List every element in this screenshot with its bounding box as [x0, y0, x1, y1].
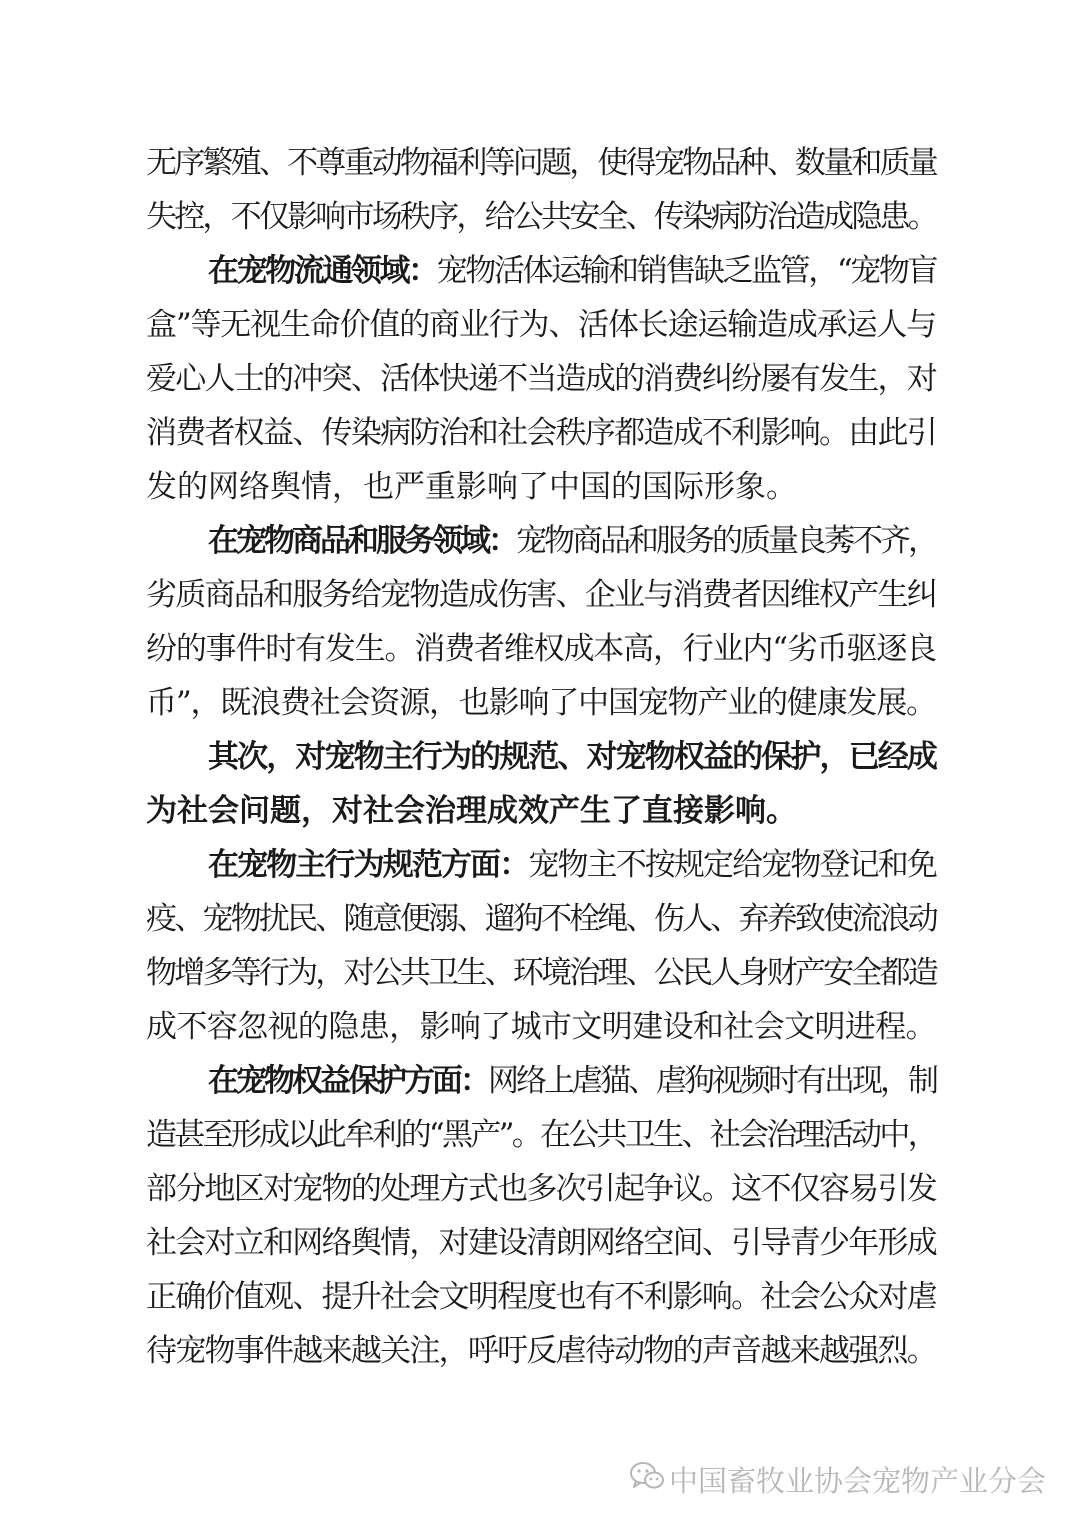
text-line [146, 892, 946, 946]
line-text: 待宠物事件越来越关注，呼吁反虐待动物的声音越来越强烈。 [146, 1333, 936, 1369]
text-line [146, 352, 946, 406]
line-text: 社会对立和网络舆情，对建设清朗网络空间、引导青少年形成 [146, 1225, 936, 1261]
line-text: 失控，不仅影响市场秩序，给公共安全、传染病防治造成隐患。 [146, 199, 936, 235]
line-text: 无序繁殖、不尊重动物福利等问题，使得宠物品种、数量和质量 [146, 145, 936, 181]
line-text: 正确价值观、提升社会文明程度也有不利影响。社会公众对虐 [146, 1279, 936, 1315]
text-line [146, 1054, 946, 1108]
bold-heading-text: 在宠物权益保护方面： [208, 1063, 488, 1099]
line-text: 疫、宠物扰民、随意便溺、遛狗不栓绳、伤人、弃养致使流浪动 [146, 901, 936, 937]
text-line [146, 1270, 946, 1324]
line-text: 宠物活体运输和销售缺乏监管，“宠物盲 [436, 253, 937, 289]
text-line [146, 460, 946, 514]
line-text: 宠物商品和服务的质量良莠不齐， [516, 523, 936, 559]
line-text: 物增多等行为，对公共卫生、环境治理、公民人身财产安全都造 [146, 955, 936, 991]
line-text: 部分地区对宠物的处理方式也多次引起争议。这不仅容易引发 [146, 1171, 936, 1207]
text-line [146, 136, 946, 190]
text-line [146, 406, 946, 460]
line-text: 盒”等无视生命价值的商业行为、活体长途运输造成承运人与 [146, 307, 936, 343]
text-line [146, 676, 946, 730]
text-line [146, 1216, 946, 1270]
bold-heading-text: 其次，对宠物主行为的规范、对宠物权益的保护，已经成 [208, 739, 936, 775]
text-line [146, 568, 946, 622]
text-line [146, 946, 946, 1000]
line-text: 币”，既浪费社会资源，也影响了中国宠物产业的健康发展。 [146, 685, 936, 721]
bold-heading-text: 为社会问题，对社会治理成效产生了直接影响。 [146, 793, 797, 829]
watermark [629, 1459, 1046, 1499]
bold-heading-text: 在宠物流通领域： [208, 253, 437, 289]
text-line [146, 784, 946, 838]
bold-heading-text: 在宠物主行为规范方面： [208, 847, 529, 883]
line-text: 宠物主不按规定给宠物登记和免 [528, 847, 937, 883]
text-line [146, 1108, 946, 1162]
line-text: 爱心人士的冲突、活体快递不当造成的消费纠纷屡有发生，对 [146, 361, 936, 397]
text-line [146, 622, 946, 676]
text-line [146, 1324, 946, 1378]
wechat-icon [629, 1461, 669, 1498]
line-text: 消费者权益、传染病防治和社会秩序都造成不利影响。由此引 [146, 415, 936, 451]
line-text: 纷的事件时有发生。消费者维权成本高，行业内“劣币驱逐良 [146, 631, 936, 667]
text-line [146, 1162, 946, 1216]
text-line [146, 1000, 946, 1054]
line-text: 造甚至形成以此牟利的“黑产”。在公共卫生、社会治理活动中， [146, 1117, 936, 1153]
text-line [146, 838, 946, 892]
bold-heading-text: 在宠物商品和服务领域： [208, 523, 516, 559]
body-text [146, 136, 946, 1378]
text-line [146, 190, 946, 244]
text-line [146, 244, 946, 298]
text-line [146, 298, 946, 352]
text-line [146, 514, 946, 568]
line-text: 网络上虐猫、虐狗视频时有出现，制 [488, 1063, 936, 1099]
line-text: 劣质商品和服务给宠物造成伤害、企业与消费者因维权产生纠 [146, 577, 936, 613]
line-text: 成不容忽视的隐患，影响了城市文明建设和社会文明进程。 [146, 1009, 936, 1045]
text-line [146, 730, 946, 784]
line-text: 发的网络舆情，也严重影响了中国的国际形象。 [146, 469, 797, 505]
watermark-text: 中国畜牧业协会宠物产业分会 [668, 1463, 1046, 1498]
